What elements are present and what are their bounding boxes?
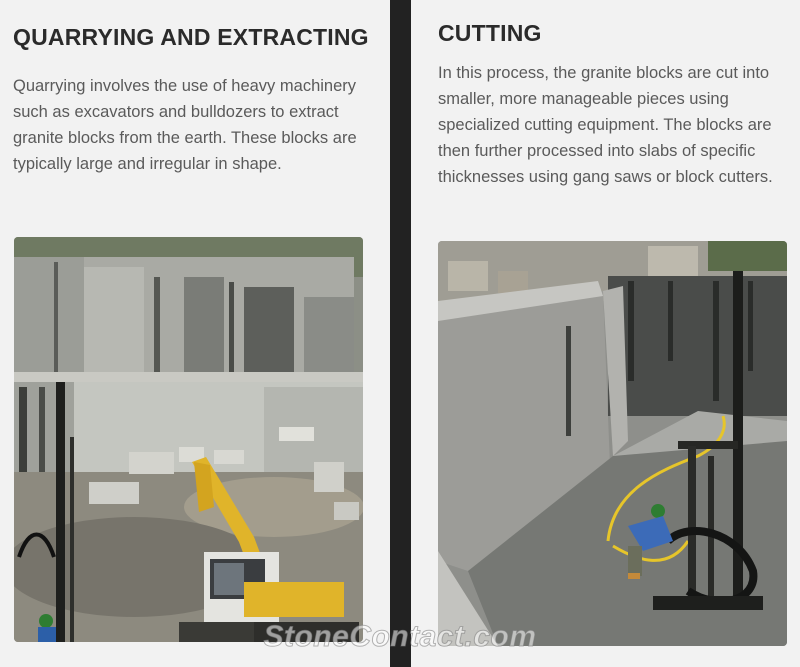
quarry-excavator-photo [14,237,363,642]
section-quarrying [0,0,390,667]
section-title-cutting: CUTTING [438,20,542,46]
section-text-quarrying: Quarrying involves the use of heavy machinery such as excavators and bulldozers to extract granite blocks from the earth. These blocks are typically large and irregular in shape. [13,77,357,173]
section-cutting [411,0,800,667]
section-title-quarrying: QUARRYING AND EXTRACTING [13,24,369,50]
section-text-cutting: In this process, the granite blocks are cut into smaller, more manageable pieces using specialized cutting equipment. The blocks are then further processed into slabs of specific thicknesses using gang saws or block cutters. [438,64,773,186]
column-divider [390,0,411,667]
watermark: StoneContact.com [263,620,537,653]
quarry-illustration [14,237,363,642]
granite-cutting-photo [438,241,787,646]
cutting-illustration [438,241,787,646]
